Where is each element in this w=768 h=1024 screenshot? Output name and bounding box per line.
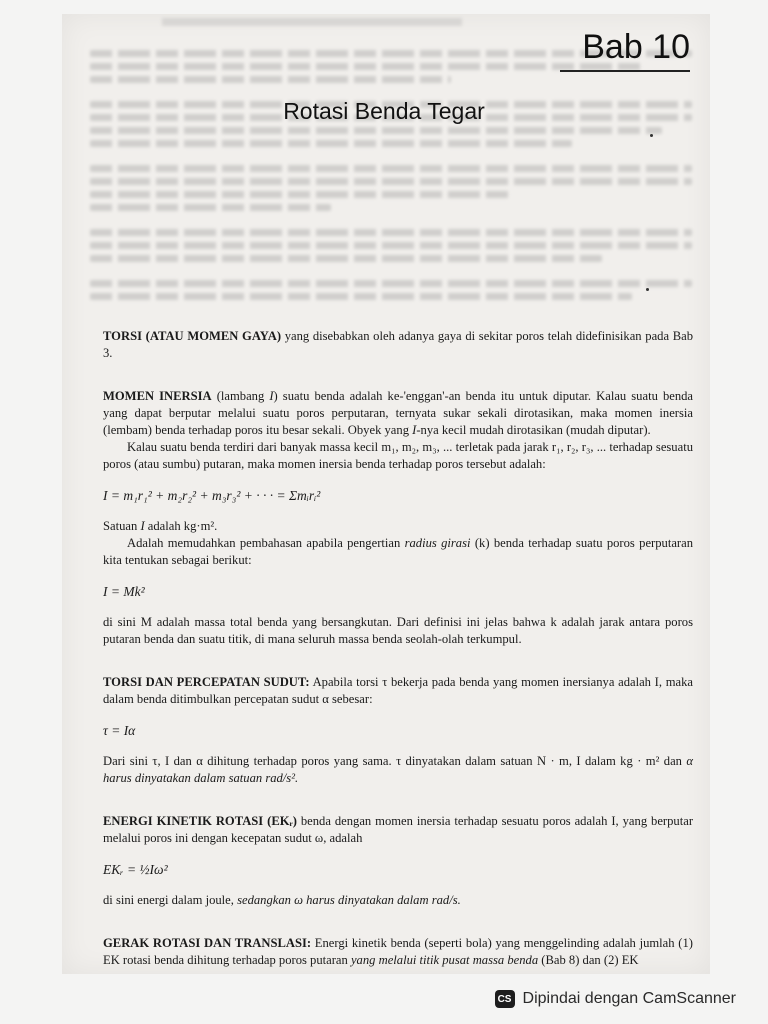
- term-torsi-percepatan: TORSI DAN PERCEPATAN SUDUT:: [103, 675, 310, 689]
- paragraph-definisi: di sini M adalah massa total benda yang bersangkutan. Dari definisi ini jelas bahwa k adalah jarak antara poros putaran benda dan suatu titik, di mana seluruh massa benda seolah-olah terkumpul.: [103, 615, 693, 646]
- paragraph-satuan: Satuan I adalah kg·m².: [103, 519, 218, 533]
- bleed-through-text: [90, 44, 692, 334]
- equation-energi-kinetik: EKᵣ = ½Iω²: [103, 862, 168, 877]
- chapter-label: Bab 10: [582, 28, 690, 66]
- equation-momen-inersia: I = m₁r₁² + m₂r₂² + m₃r₃² + · · · = Σmᵢrᵢ²: [103, 488, 321, 503]
- paragraph-energi-kinetik: ENERGI KINETIK ROTASI (EKᵣ) benda dengan momen inersia terhadap sesuatu poros adalah I, yang berputar melalui poros ini dengan kecepatan sudut ω, adalah: [103, 814, 694, 845]
- paragraph-torsi: TORSI (ATAU MOMEN GAYA) yang disebabkan oleh adanya gaya di sekitar poros telah didefinisikan pada Bab 3.: [103, 329, 694, 360]
- paragraph-satuan-energi: di sini energi dalam joule, sedangkan ω harus dinyatakan dalam rad/s.: [103, 893, 461, 907]
- term-momen-inersia: MOMEN INERSIA: [103, 389, 212, 403]
- paragraph-momen-inersia: MOMEN INERSIA (lambang I) suatu benda adalah ke-'enggan'-an benda itu untuk diputar. Kalau suatu benda yang dapat berputar melalui suatu poros perputaran, ternyata sukar sekali dirotasikan, maka momen inersia (lembam) benda terhadap poros itu besar sekali. Obyek yang I-nya kecil mudah dirotasikan (mudah diputar).: [103, 389, 694, 437]
- paragraph-satuan-torsi: Dari sini τ, I dan α dihitung terhadap poros yang sama. τ dinyatakan dalam satuan N · m, I dalam kg · m² dan α harus dinyatakan dalam satuan rad/s².: [103, 754, 693, 785]
- camscanner-text: Dipindai dengan CamScanner: [522, 990, 736, 1007]
- chapter-body: [103, 328, 693, 969]
- term-gerak-rotasi: GERAK ROTASI DAN TRANSLASI:: [103, 936, 312, 950]
- chapter-title: Rotasi Benda Tegar: [283, 98, 485, 124]
- chapter-underline: [560, 70, 690, 72]
- term-torsi: TORSI (ATAU MOMEN GAYA): [103, 329, 282, 343]
- camscanner-watermark: [495, 984, 736, 1014]
- bleed-through-header: [162, 18, 462, 26]
- equation-radius-girasi: I = Mk²: [103, 584, 145, 599]
- paragraph-percepatan-sudut: TORSI DAN PERCEPATAN SUDUT: Apabila torsi τ bekerja pada benda yang momen inersianya adalah I, maka dalam benda ditimbulkan percepatan sudut α sebesar:: [103, 675, 693, 706]
- paragraph-massa-kecil: Kalau suatu benda terdiri dari banyak massa kecil m₁, m₂, m₃, ... terletak pada jarak r₁, r₂, r₃, ... terhadap sesuatu poros (atau sumbu) putaran, maka momen inersia benda terhadap poros tersebut adalah:: [103, 440, 693, 471]
- scan-speck: [650, 134, 653, 137]
- paragraph-radius-girasi: Adalah memudahkan pembahasan apabila pengertian radius girasi (k) benda terhadap suatu poros perputaran kita tentukan sebagai berikut:: [103, 536, 693, 567]
- paragraph-gerak-rotasi: GERAK ROTASI DAN TRANSLASI: Energi kinetik benda (seperti bola) yang menggelinding adalah jumlah (1) EK rotasi benda dihitung terhadap poros putaran yang melalui titik pusat massa benda (Bab 8) dan (2) EK: [103, 936, 693, 967]
- term-energi-kinetik: ENERGI KINETIK ROTASI (EKᵣ): [103, 814, 297, 828]
- camscanner-logo-icon: CS: [495, 990, 515, 1008]
- equation-torsi: τ = Iα: [103, 723, 136, 738]
- scan-speck: [646, 288, 649, 291]
